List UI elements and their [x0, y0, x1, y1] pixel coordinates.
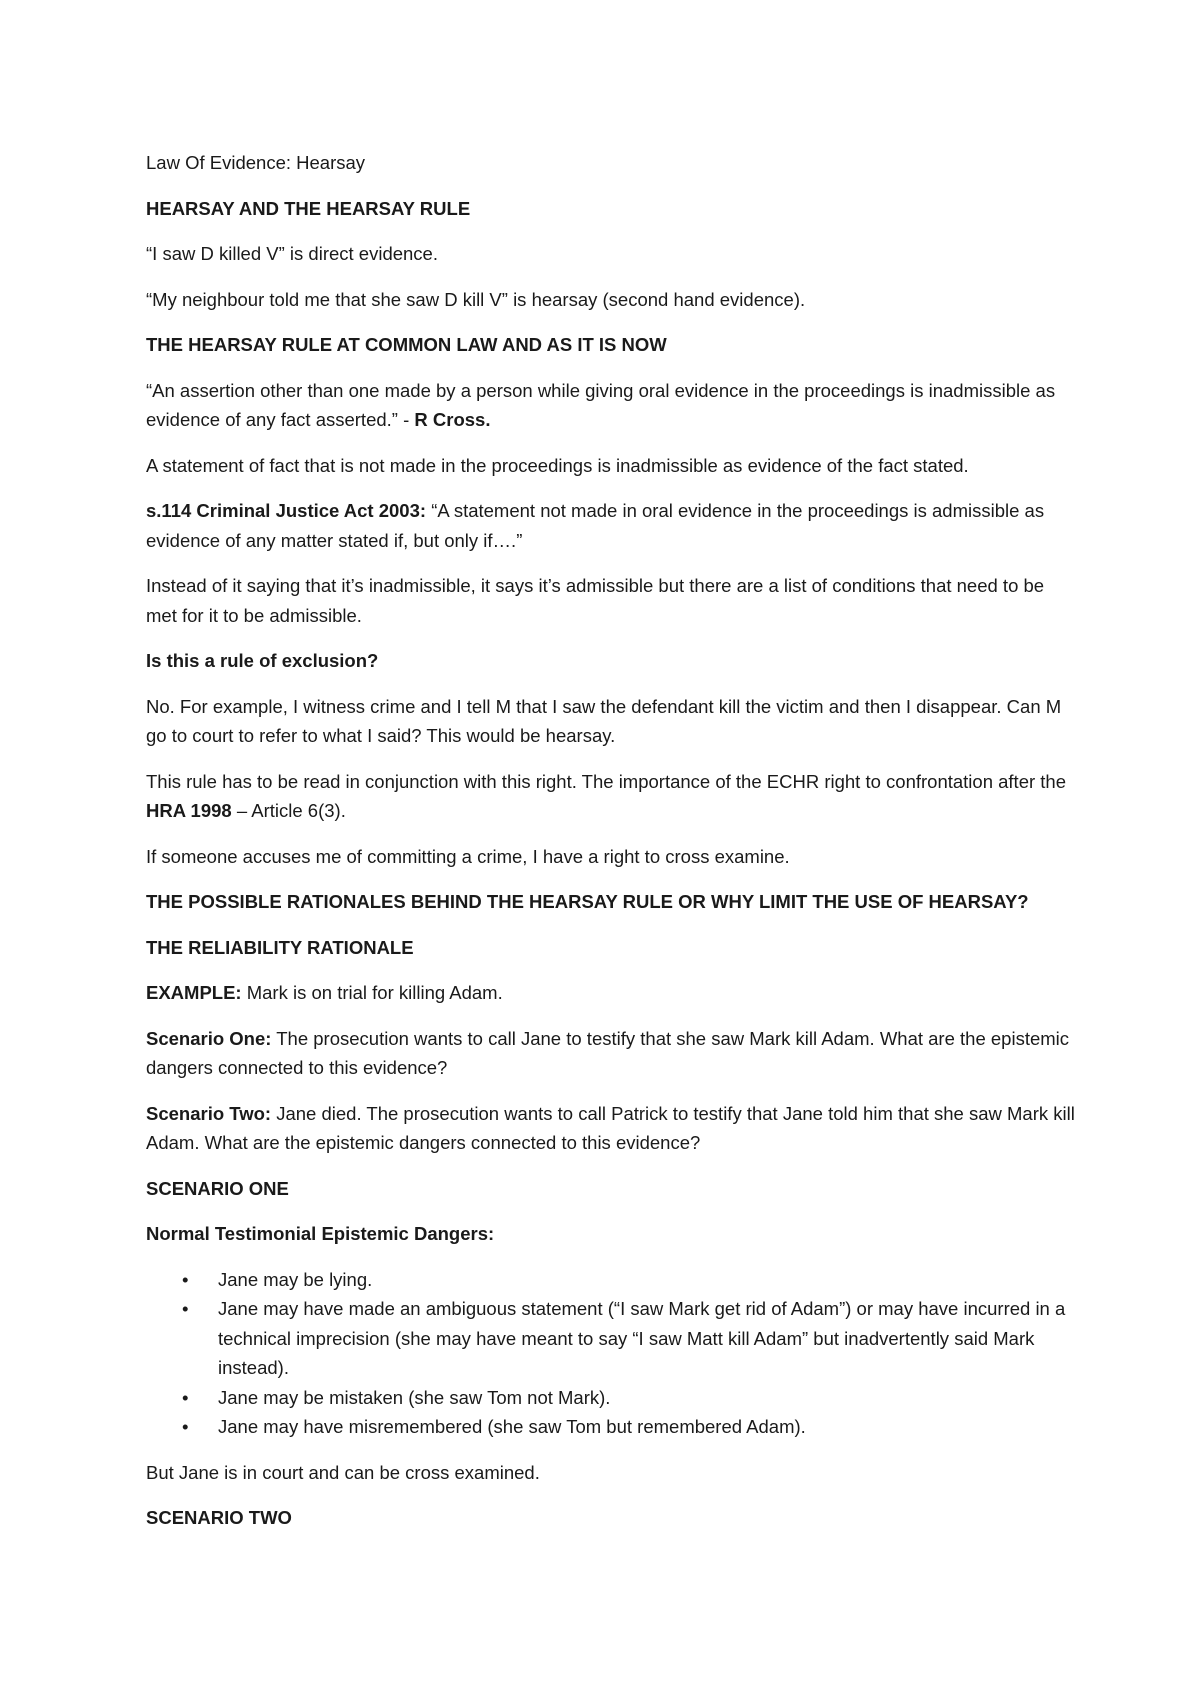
- cross-quote-text: “An assertion other than one made by a person while giving oral evidence in the proceedings is inadmissible as evidence of any fact asserted.” -: [146, 379, 1056, 430]
- bullet-icon: •: [182, 1268, 189, 1290]
- list-item-text: Jane may have made an ambiguous statement (“I saw Mark get rid of Adam”) or may have incurred in a technical imprecision (she may have meant to say “I saw Matt kill Adam” but inadvertently said Mark instead).: [218, 1298, 1066, 1378]
- cross-quote-author: R Cross.: [414, 409, 491, 430]
- paragraph-statement-of-fact: A statement of fact that is not made in the proceedings is inadmissible as evidence of the fact stated.: [146, 454, 969, 476]
- paragraph-but-jane: But Jane is in court and can be cross examined.: [146, 1461, 540, 1483]
- paragraph-hearsay-example: “My neighbour told me that she saw D kill V” is hearsay (second hand evidence).: [146, 288, 806, 310]
- conjunction-text-a: This rule has to be read in conjunction with this right. The importance of the ECHR right to confrontation after the: [146, 770, 1067, 792]
- scenario-one-text: The prosecution wants to call Jane to testify that she saw Mark kill Adam. What are the epistemic dangers connected to this evidence?: [146, 1027, 1070, 1078]
- paragraph-scenario-two: [146, 1099, 1076, 1158]
- list-item-text: Jane may be lying.: [218, 1268, 373, 1290]
- heading-common-law: THE HEARSAY RULE AT COMMON LAW AND AS IT IS NOW: [146, 334, 667, 355]
- heading-normal-dangers: Normal Testimonial Epistemic Dangers:: [146, 1223, 495, 1244]
- conjunction-hra: HRA 1998: [146, 800, 232, 821]
- scenario-two-text: Jane died. The prosecution wants to call Patrick to testify that Jane told him that she saw Mark kill Adam. What are the epistemic dangers connected to this evidence?: [146, 1102, 1075, 1153]
- list-item: [182, 1265, 1076, 1295]
- dangers-list: [146, 1265, 1076, 1442]
- paragraph-conjunction: [146, 767, 1076, 826]
- list-item: [182, 1294, 1076, 1383]
- document-body: [146, 148, 1076, 1549]
- paragraph-cross-quote: [146, 376, 1076, 435]
- list-item: [182, 1383, 1076, 1413]
- paragraph-s114: [146, 496, 1076, 555]
- example-text: Mark is on trial for killing Adam.: [241, 982, 503, 1003]
- list-item-text: Jane may be mistaken (she saw Tom not Mark).: [218, 1386, 611, 1408]
- scenario-two-label: Scenario Two:: [146, 1102, 272, 1124]
- heading-reliability: THE RELIABILITY RATIONALE: [146, 936, 414, 958]
- bullet-icon: •: [182, 1416, 189, 1437]
- heading-exclusion: Is this a rule of exclusion?: [146, 650, 379, 671]
- heading-scenario-two: SCENARIO TWO: [146, 1507, 292, 1528]
- heading-hearsay-rule: HEARSAY AND THE HEARSAY RULE: [146, 197, 471, 219]
- heading-rationales: THE POSSIBLE RATIONALES BEHIND THE HEARSAY RULE OR WHY LIMIT THE USE OF HEARSAY?: [146, 891, 1029, 912]
- document-title: Law Of Evidence: Hearsay: [146, 152, 366, 173]
- paragraph-example: [146, 978, 1076, 1008]
- paragraph-direct-evidence: “I saw D killed V” is direct evidence.: [146, 243, 438, 264]
- list-item-text: Jane may have misremembered (she saw Tom but remembered Adam).: [218, 1416, 806, 1437]
- conjunction-text-b: – Article 6(3).: [231, 800, 346, 821]
- bullet-icon: •: [182, 1298, 189, 1319]
- paragraph-scenario-one: [146, 1024, 1076, 1083]
- s114-citation: s.114 Criminal Justice Act 2003:: [146, 500, 427, 521]
- example-label: EXAMPLE:: [146, 982, 242, 1003]
- paragraph-instead: Instead of it saying that it’s inadmissible, it says it’s admissible but there are a list of conditions that need to be met for it to be admissible.: [146, 575, 1045, 626]
- paragraph-no-example: No. For example, I witness crime and I tell M that I saw the defendant kill the victim and then I disappear. Can M go to court to refer to what I said? This would be hearsay.: [146, 695, 1062, 746]
- scenario-one-label: Scenario One:: [146, 1027, 272, 1049]
- bullet-icon: •: [182, 1386, 189, 1408]
- heading-scenario-one: SCENARIO ONE: [146, 1177, 289, 1199]
- list-item: [182, 1412, 1076, 1442]
- paragraph-cross-examine: If someone accuses me of committing a crime, I have a right to cross examine.: [146, 845, 790, 867]
- s114-text: “A statement not made in oral evidence in the proceedings is admissible as evidence of any matter stated if, but only if….”: [146, 500, 1045, 551]
